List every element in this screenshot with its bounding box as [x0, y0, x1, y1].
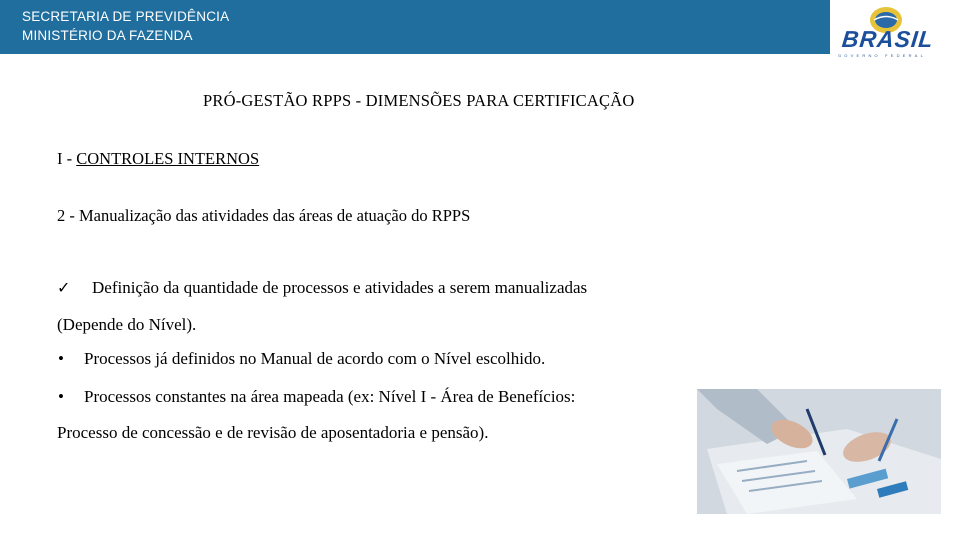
check-item-continuation: (Depende do Nível).: [57, 315, 197, 334]
office-work-illustration: [697, 389, 941, 514]
brasil-logo: [834, 4, 952, 58]
slide-title: PRÓ-GESTÃO RPPS - DIMENSÕES PARA CERTIFICAÇÃO: [203, 91, 635, 110]
header-line-1: SECRETARIA DE PREVIDÊNCIA: [22, 9, 230, 24]
check-item-text: Definição da quantidade de processos e atividades a serem manualizadas: [92, 278, 588, 297]
bullet-icon: •: [58, 349, 64, 368]
logo-word: BRASIL: [840, 26, 936, 52]
logo-subtitle: GOVERNO FEDERAL: [838, 53, 927, 58]
hands-writing-on-documents-photo: [697, 389, 941, 514]
section-heading: [57, 149, 259, 169]
bullet-icon: •: [58, 387, 64, 406]
subsection-heading: 2 - Manualização das atividades das áreas de atuação do RPPS: [57, 206, 471, 225]
checkmark-icon: ✓: [57, 278, 71, 297]
bullet-item-2: Processos constantes na área mapeada (ex: Nível I - Área de Benefícios:: [84, 387, 576, 406]
section-prefix: I -: [57, 149, 77, 168]
bullet-item-2-continuation: Processo de concessão e de revisão de aposentadoria e pensão).: [57, 423, 489, 442]
header-line-2: MINISTÉRIO DA FAZENDA: [22, 28, 193, 43]
section-title: CONTROLES INTERNOS: [76, 149, 260, 168]
bullet-item-1: Processos já definidos no Manual de acordo com o Nível escolhido.: [84, 349, 546, 368]
